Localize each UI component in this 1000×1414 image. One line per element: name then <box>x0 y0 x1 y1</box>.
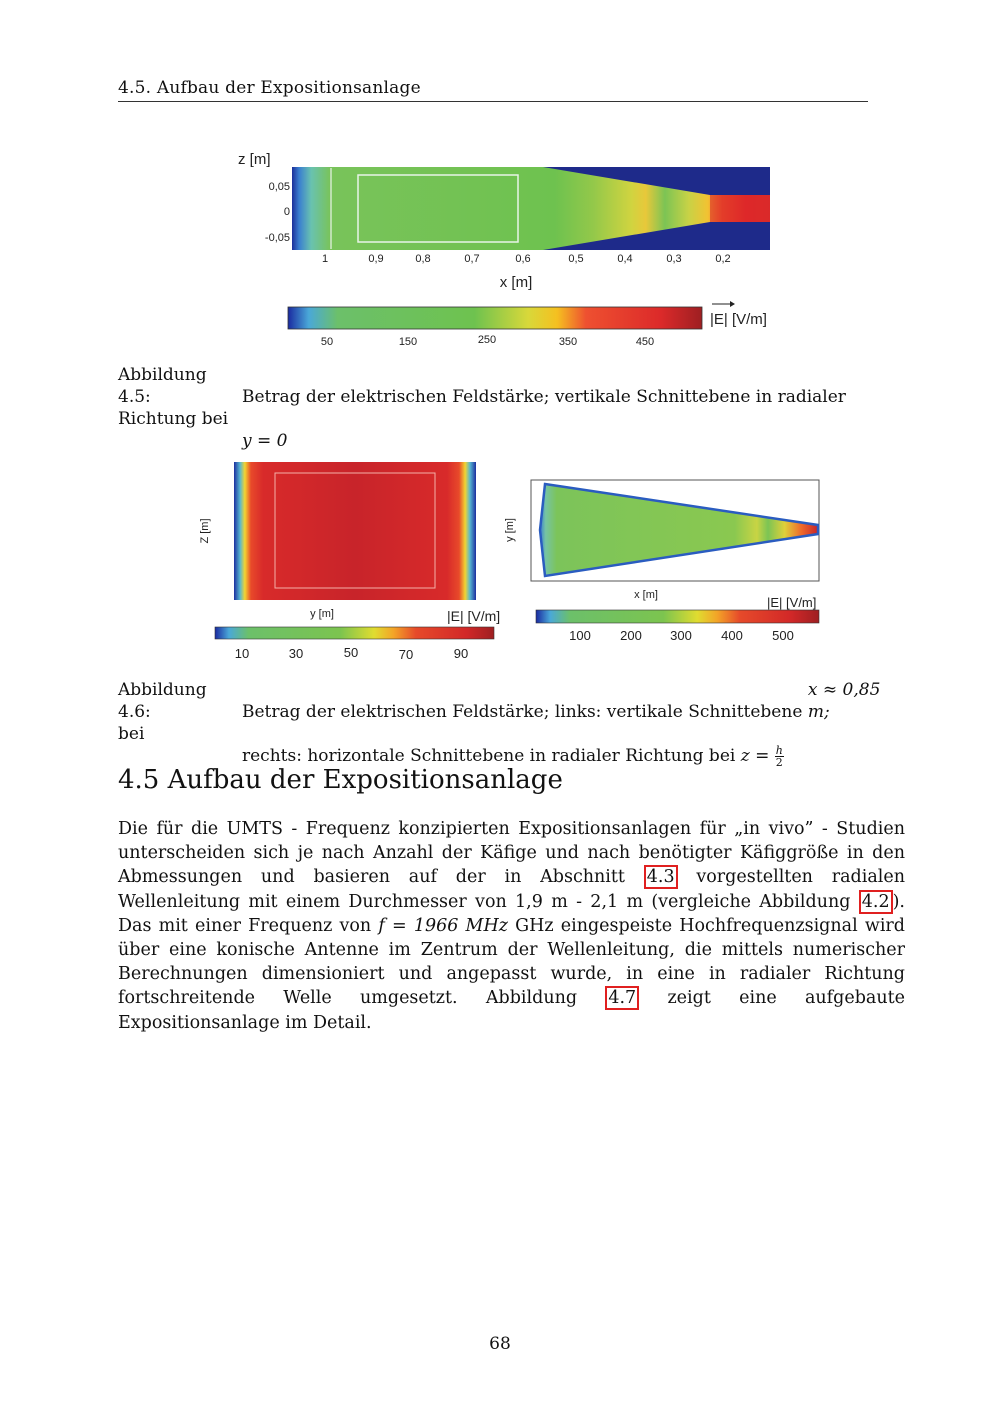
body-text: vorgestellten radialen Wellenleitung mit einem Durchmesser von 1,9 m - 2,1 m (vergleiche Abbildung <box>118 867 905 912</box>
left-colorbar-tick: 70 <box>398 647 414 662</box>
caption-label: Abbildung 4.6: <box>118 680 207 722</box>
x-tick: 0,5 <box>568 253 584 265</box>
right-colorbar-tick: 300 <box>670 628 692 643</box>
section-title: 4.5 Aufbau der Expositionsanlage <box>118 765 563 795</box>
x-tick: 0,6 <box>515 253 531 265</box>
right-colorbar-label: |E| [V/m] <box>767 595 817 610</box>
caption-text: rechts: horizontale Schnittebene in radialer Richtung bei <box>242 746 736 766</box>
x-tick: 0,7 <box>464 253 480 265</box>
colorbar-tick: 50 <box>320 336 334 348</box>
colorbar-tick: 150 <box>398 336 418 348</box>
left-field-plot <box>234 462 476 600</box>
left-colorbar-tick: 30 <box>288 646 304 661</box>
right-colorbar-tick: 500 <box>772 628 794 643</box>
body-text: Die für die UMTS - Frequenz konzipierten Expositionsanlagen für „in vivo” - Studien unterscheiden sich je nach Anzahl der Käfige und nach benötigter Käfiggröße in den Abmessungen und basieren auf der in Abschnitt <box>118 819 905 888</box>
x-axis-label: x [m] <box>499 274 533 291</box>
fraction-denominator: 2 <box>775 756 783 769</box>
x-tick: 0,9 <box>368 253 384 265</box>
caption-text: Betrag der elektrischen Feldstärke; vertikale Schnittebene in radialer Richtung bei <box>118 387 846 429</box>
section-ref-link[interactable]: 4.3 <box>644 865 678 889</box>
inline-math: f = 1966 MHz <box>378 915 508 936</box>
left-colorbar-label: |E| [V/m] <box>447 608 501 624</box>
x-tick: 0,2 <box>715 253 731 265</box>
left-colorbar <box>215 627 494 639</box>
colorbar-tick: 350 <box>558 336 578 348</box>
right-ylabel: y [m] <box>504 518 516 542</box>
left-colorbar-tick: 50 <box>343 645 359 660</box>
x-tick: 0,4 <box>617 253 633 265</box>
fraction <box>775 745 784 768</box>
figure-4-5-caption <box>118 364 904 452</box>
left-colorbar-tick: 90 <box>453 646 469 661</box>
caption-text: Betrag der elektrischen Feldstärke; links: vertikale Schnittebene bei <box>118 702 803 744</box>
caption-math: z = <box>740 746 770 766</box>
caption-math: y = 0 <box>242 431 288 451</box>
x-tick: 0,8 <box>415 253 431 265</box>
colorbar-tick: 450 <box>635 336 655 348</box>
z-tick: -0,05 <box>264 232 290 244</box>
body-text: ). Das mit einer Frequenz von <box>118 891 905 936</box>
right-xlabel: x [m] <box>634 589 658 601</box>
colorbar-tick: 250 <box>477 334 497 346</box>
z-axis-label: z [m] <box>238 151 271 168</box>
body-text: GHz eingespeiste Hochfrequenzsignal wird über eine konische Antenne im Zentrum der Wellenleitung, die mittels numerischer Berechnungen dimensioniert und angepasst wurde, in eine in radialer Richtung fortschreitende Welle umgesetzt. Abbildung <box>118 915 905 1009</box>
figure-4-5 <box>0 140 1000 360</box>
z-tick: 0 <box>283 206 290 218</box>
left-ylabel: Z [m] <box>199 518 211 544</box>
figure-ref-link[interactable]: 4.7 <box>605 986 639 1010</box>
running-header: 4.5. Aufbau der Expositionsanlage <box>118 78 421 98</box>
body-paragraph <box>118 817 905 1035</box>
left-colorbar-tick: 10 <box>234 646 250 661</box>
right-colorbar <box>536 610 819 623</box>
caption-math: x ≈ 0,85 m; <box>807 680 881 722</box>
caption-label: Abbildung 4.5: <box>118 365 207 407</box>
right-colorbar-tick: 200 <box>620 628 642 643</box>
right-colorbar-tick: 100 <box>569 628 591 643</box>
header-rule <box>118 101 868 102</box>
x-tick: 1 <box>321 253 329 265</box>
colorbar <box>288 307 702 329</box>
page-number: 68 <box>489 1334 511 1354</box>
colorbar-label: |E| [V/m] <box>710 311 767 328</box>
z-tick: 0,05 <box>268 181 290 193</box>
figure-ref-link[interactable]: 4.2 <box>859 890 893 914</box>
fraction-numerator: h <box>775 744 783 757</box>
right-colorbar-tick: 400 <box>721 628 743 643</box>
figure-4-6 <box>0 455 1000 670</box>
figure-4-6-caption <box>118 679 904 768</box>
body-text: zeigt eine aufgebaute Expositionsanlage im Detail. <box>118 988 905 1033</box>
x-tick: 0,3 <box>666 253 682 265</box>
left-xlabel: y [m] <box>310 608 334 620</box>
